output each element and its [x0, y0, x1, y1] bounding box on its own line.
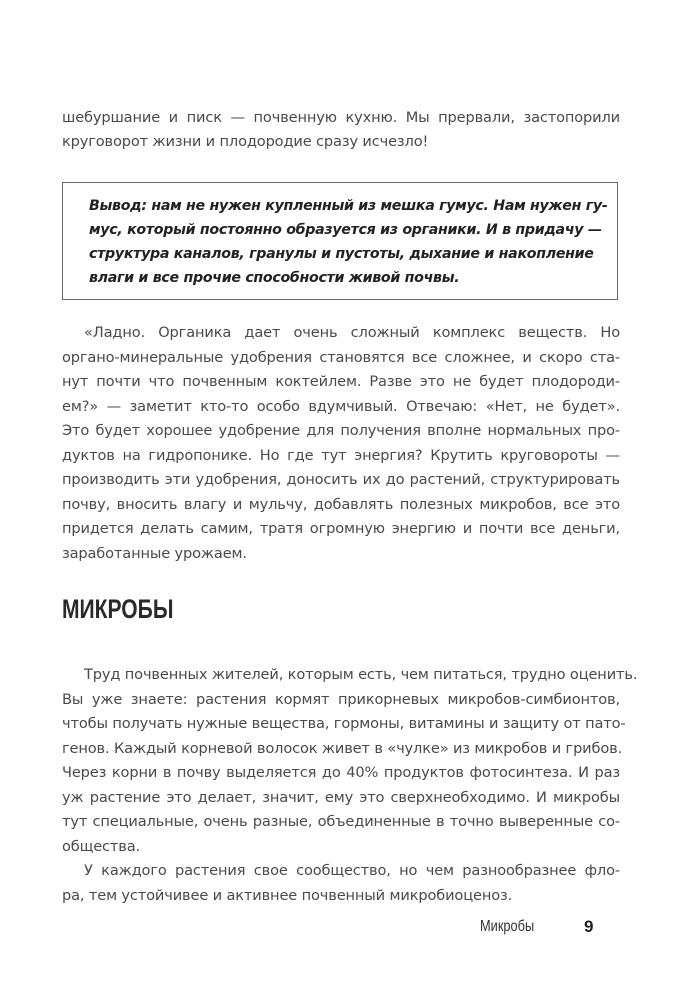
text-line: ра, тем устойчивее и активнее почвенный микробиоценоз. [62, 886, 513, 904]
text-line: почву, вносить влагу и мульчу, добавлять полезных микробов, все это [62, 495, 620, 513]
text-line: уж растение это делает, значит, ему это сверхнеобходимо. И микробы [62, 788, 620, 806]
text-line: дуктов на гидропонике. Но где тут энергия? Крутить круговороты — [62, 446, 620, 464]
text-line: общества. [62, 837, 141, 855]
text-line: органо-минеральные удобрения становятся все сложнее, и скоро ста- [62, 348, 620, 366]
text-line: «Ладно. Органика дает очень сложный комплекс веществ. Но [84, 324, 620, 341]
text-line: ем?» — заметит кто-то особо вдумчивый. Отвечаю: «Нет, не будет». [62, 397, 620, 415]
running-footer-title: Микробы [480, 918, 535, 935]
text-line: нут почти что почвенным коктейлем. Разве это не будет плодороди- [62, 373, 620, 390]
text-line: Через корни в почву выделяется до 40% продуктов фотосинтеза. И раз [62, 764, 620, 781]
text-line: тут специальные, очень разные, объединенные в точно выверенные со- [62, 813, 620, 830]
text-line: производить эти удобрения, доносить их до растений, структурировать [62, 471, 620, 488]
callout-line: Вывод: нам не нужен купленный из мешка гумус. Нам нужен гу- [89, 198, 608, 214]
text-line: У каждого растения свое сообщество, но чем разнообразнее фло- [84, 862, 620, 879]
callout-line: влаги и все прочие способности живой почвы. [89, 270, 460, 286]
text-line: генов. Каждый корневой волосок живет в «чулке» из микробов и грибов. [62, 739, 623, 757]
page-number: 9 [584, 917, 594, 936]
text-line: Вы уже знаете: растения кормят прикорневых микробов-симбионтов, [62, 690, 620, 708]
text-line: шебуршание и писк — почвенную кухню. Мы прервали, застопорили [62, 109, 620, 126]
text-line: чтобы получать нужные вещества, гормоны, витамины и защиту от пато- [62, 715, 626, 732]
callout-line: мус, который постоянно образуется из органики. И в придачу — [89, 222, 602, 238]
text-line: Это будет хорошее удобрение для получения вполне нормальных про- [62, 422, 620, 439]
text-line: заработанные урожаем. [62, 544, 247, 562]
text-line: Труд почвенных жителей, которым есть, чем питаться, трудно оценить. [84, 666, 638, 683]
section-heading: МИКРОБЫ [62, 594, 174, 624]
text-line: придется делать самим, тратя огромную энергию и почти все деньги, [62, 520, 620, 537]
callout-line: структура каналов, гранулы и пустоты, дыхание и накопление [89, 246, 594, 262]
text-line: круговорот жизни и плодородие сразу исчезло! [62, 133, 429, 150]
